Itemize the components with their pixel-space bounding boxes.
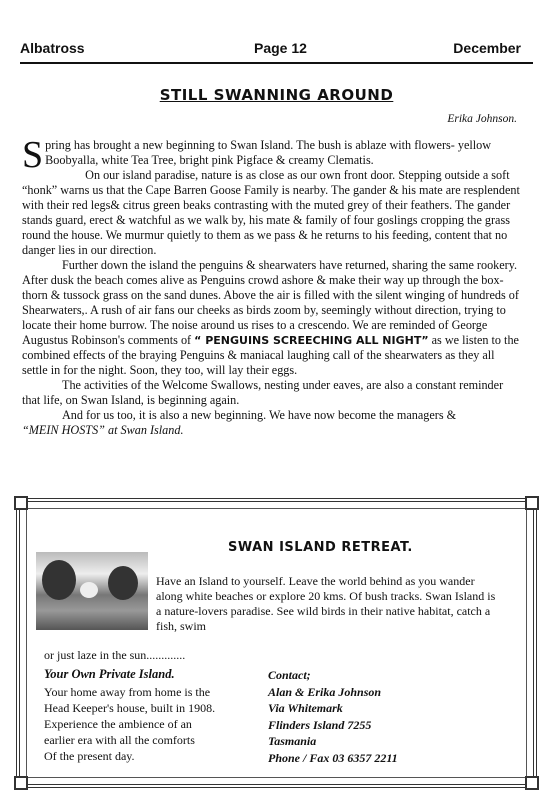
box-corner-ornament bbox=[525, 496, 539, 510]
contact-address-line: Via Whitemark bbox=[268, 701, 343, 715]
contact-block bbox=[268, 667, 398, 766]
advertisement-title: SWAN ISLAND RETREAT. bbox=[228, 540, 413, 555]
drop-cap: S bbox=[22, 134, 44, 176]
page-header bbox=[20, 40, 533, 58]
box-corner-ornament bbox=[14, 776, 28, 790]
box-corner-ornament bbox=[525, 776, 539, 790]
description-line: Of the present day. bbox=[44, 749, 135, 763]
box-corner-ornament bbox=[14, 496, 28, 510]
description-line: earlier era with all the comforts bbox=[44, 733, 195, 747]
cottage-shape bbox=[80, 582, 98, 598]
paragraph-5: And for us too, it is also a new beginning. We have now become the managers & bbox=[62, 408, 457, 422]
article-body bbox=[22, 134, 520, 438]
advertisement-text: Have an Island to yourself. Leave the world behind as you wander along white beaches or explore 20 kms. Of bush tracks. Swan Island is a nature-lovers paradise. See wild birds in their native habitat, catch a fish, swim bbox=[156, 574, 496, 633]
description-line: Head Keeper's house, built in 1908. bbox=[44, 701, 216, 715]
paragraph-6: “MEIN HOSTS” at Swan Island. bbox=[22, 423, 184, 437]
article-title: STILL SWANNING AROUND bbox=[159, 86, 394, 104]
header-rule bbox=[20, 62, 533, 64]
description-line: Experience the ambience of an bbox=[44, 717, 192, 731]
quoted-comment: “ PENGUINS SCREECHING ALL NIGHT” bbox=[194, 334, 429, 347]
island-photo bbox=[36, 552, 148, 630]
contact-heading: Contact; bbox=[268, 668, 311, 682]
paragraph-4: The activities of the Welcome Swallows, nesting under eaves, are also a constant reminder that life, on Swan Island, is beginning again. bbox=[22, 378, 504, 407]
contact-phone: Phone / Fax 03 6357 2211 bbox=[268, 750, 398, 765]
article-author: Erika Johnson. bbox=[447, 113, 517, 125]
house-description bbox=[44, 684, 264, 764]
contact-address-line: Flinders Island 7255 bbox=[268, 717, 372, 732]
contact-address-line: Tasmania bbox=[268, 734, 317, 748]
paragraph-3: Further down the island the penguins & shearwaters have returned, sharing the same rookery. After dusk the beach comes alive as Penguins crowd ashore & make their way up through the box-thorn & tussock grass on the sand dunes. Above the air is filled with the silent winging of hundreds of Shearwaters,. A rush of air fans our cheeks as birds zoom by, seemingly without direction, trying to locate their home burrow. The noise around us rises to a crescendo. We are reminded of George Augustus Robinson's comments of “ PENGUINS SCREECHING ALL NIGHT” as we listen to the combined effects of the braying Penguins & maniacal laughing call of the shearwaters as they all settle in for the night. Soon, they too, will lay their eggs. bbox=[22, 258, 519, 377]
page-number: Page 12 bbox=[254, 40, 307, 56]
issue-month: December bbox=[453, 40, 521, 56]
tree-shape bbox=[42, 560, 76, 600]
tree-shape bbox=[108, 566, 138, 600]
newsletter-name: Albatross bbox=[20, 40, 85, 56]
paragraph-1: Spring has brought a new beginning to Swan Island. The bush is ablaze with flowers- yellow Boobyalla, white Tea Tree, bright pink Pigface & creamy Clematis. bbox=[22, 134, 492, 176]
advertisement-subtitle: Your Own Private Island. bbox=[44, 667, 175, 681]
advertisement-text-end: or just laze in the sun............. bbox=[44, 648, 186, 662]
description-line: Your home away from home is the bbox=[44, 685, 211, 699]
paragraph-2: On our island paradise, nature is as close as our own front door. Stepping outside a soft “honk” warns us that the Cape Barren Goose Family is nearby. The gander & his mate are resplendent with their red legs& citrus green beaks contrasting with the muted grey of their feathers. The gander stands guard, erect & watchful as we walk by, his mate & family of four goslings cropping the grass round the house. We murmur quietly to them as we pass & he returns to his feeding, content that no danger lies in our direction. bbox=[22, 168, 520, 257]
contact-names: Alan & Erika Johnson bbox=[268, 684, 382, 699]
